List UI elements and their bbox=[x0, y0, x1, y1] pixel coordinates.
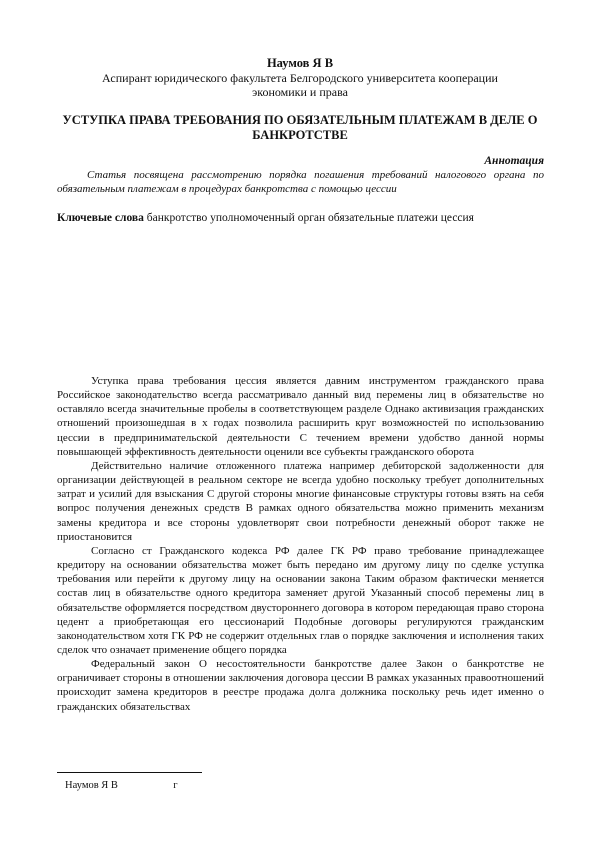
article-title: УСТУПКА ПРАВА ТРЕБОВАНИЯ ПО ОБЯЗАТЕЛЬНЫМ ПЛАТЕЖАМ В ДЕЛЕ О БАНКРОТСТВЕ bbox=[62, 113, 538, 142]
footnote-author: Наумов Я В bbox=[65, 780, 118, 791]
author-affiliation: Аспирант юридического факультета Белгородского университета кооперации экономики и права bbox=[102, 71, 498, 99]
body-paragraph: Действительно наличие отложенного платежа например дебиторской задолженности для организации действующей в реальном секторе не всегда удобно поскольку требует дополнительных затрат и усилий для взыскания С другой стороны многие финансовые структуры готовы взять на себя вопрос получения денежных средств В рамках одного обязательства можно применить механизм замены кредитора и все стороны удовлетворят свои потребности денежный оборот также не приостановится bbox=[57, 459, 544, 543]
body-paragraph: Уступка права требования цессия является давним инструментом гражданского права Российское законодательство всегда рассматривало данный вид перемены лиц в обязательстве но оставляло всегда значительные пробелы в соответствующем разделе Однако активизация гражданских отношений произошедшая в х годах позволила расширить круг возможностей по использованию цессии в предпринимательской деятельности С течением времени удобство данной нормы повышающей эффективность деятельности оценили все субъекты гражданского оборота bbox=[57, 375, 544, 458]
footnote bbox=[65, 780, 178, 791]
footnote-separator bbox=[57, 772, 202, 773]
keywords-text: банкротство уполномоченный орган обязательные платежи цессия bbox=[146, 212, 474, 224]
annotation-heading: Аннотация bbox=[484, 155, 544, 167]
keywords-line bbox=[57, 212, 544, 224]
body-paragraph: Федеральный закон О несостоятельности банкротстве далее Закон о банкротстве не ограничивает стороны в отношении заключения договора цессии В рамках указанных правоотношений происходит замена кредиторов в реестре продажа долга должника поскольку речь идет именно о гражданских обязательствах bbox=[57, 658, 544, 713]
body-paragraph: Согласно ст Гражданского кодекса РФ далее ГК РФ право требование принадлежащее кредитору на основании обязательства может быть передано им другому лицу по сделке уступка требования или перейти к другому лицу на основании закона Таким образом фактически меняется состав лиц в обязательстве одного кредитора заменяет другой Указанный способ перемены лиц в обязательстве оформляется посредством двустороннего договора в котором передающая право сторона цедент а приобретающая его цессионарий Подобные договоры регулируются гражданским законодательством хотя ГК РФ не содержит отдельных глав о порядке заключения и исполнения таких сделок что означает применение общего порядка bbox=[57, 544, 544, 656]
author-name: Наумов Я В bbox=[266, 56, 334, 70]
keywords-label: Ключевые слова bbox=[57, 212, 144, 224]
annotation-text: Статья посвящена рассмотрению порядка погашения требований налогового органа по обязательным платежам в процедурах банкротства с помощью цессии bbox=[57, 169, 544, 195]
footnote-year-mark: г bbox=[173, 780, 178, 791]
article-body bbox=[57, 374, 544, 714]
